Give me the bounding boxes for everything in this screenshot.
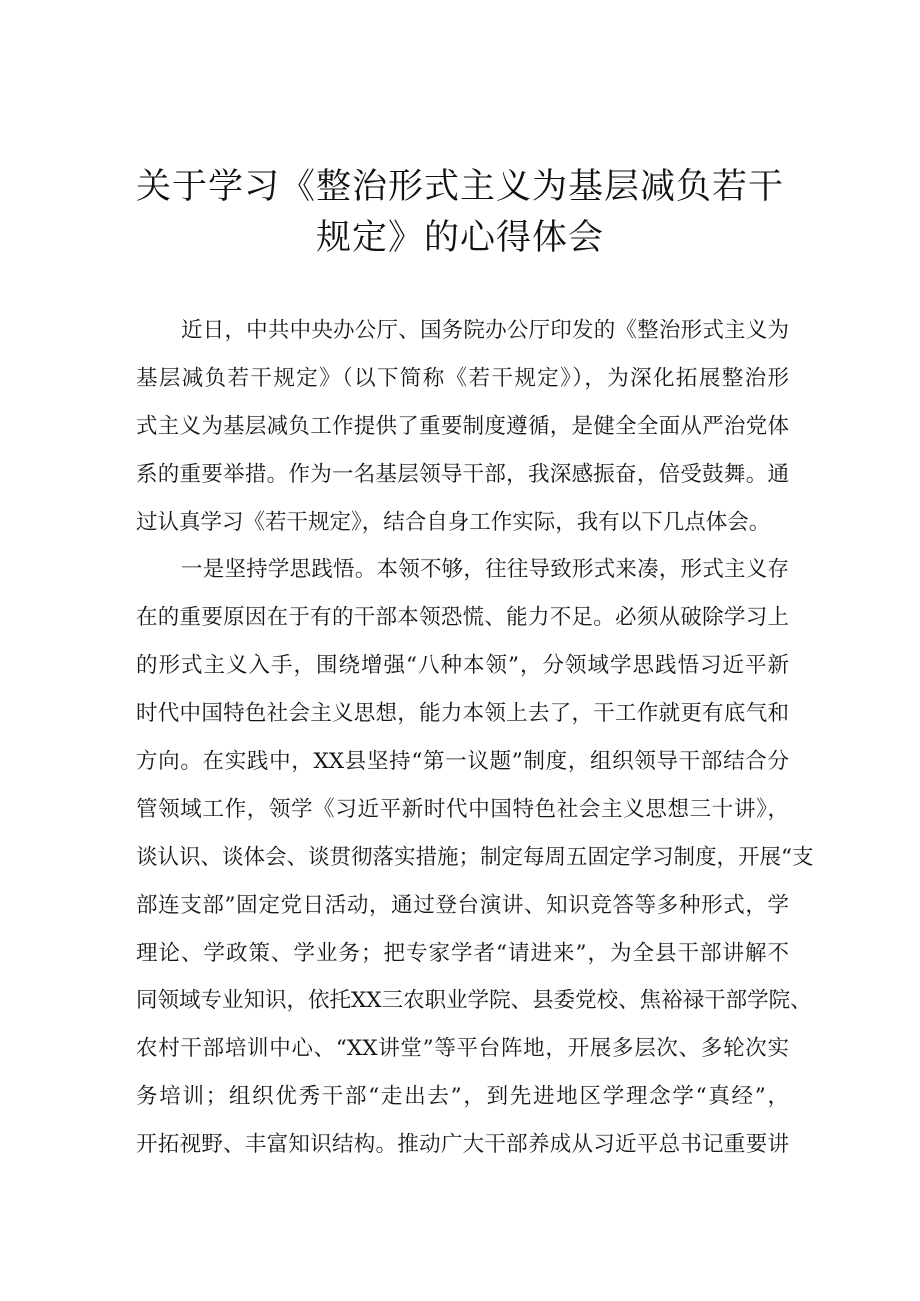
text-line: 务培训；组织优秀干部“走出去”，到先进地区学理念学“真经”， bbox=[136, 1084, 789, 1110]
document-title bbox=[0, 162, 920, 264]
text-line: 谈认识、谈体会、谈贯彻落实措施；制定每周五固定学习制度，开展“支 bbox=[136, 844, 814, 870]
text-line: 管领域工作，领学《习近平新时代中国特色社会主义思想三十讲》， bbox=[136, 796, 789, 822]
title-line: 关于学习《整治形式主义为基层减负若干 bbox=[135, 167, 784, 207]
paragraph-point-one bbox=[136, 546, 814, 1169]
text-line: 一是坚持学思践悟。本领不够，往往导致形式来凑，形式主义存 bbox=[181, 557, 789, 583]
text-line: 过认真学习《若干规定》，结合自身工作实际，我有以下几点体会。 bbox=[136, 509, 771, 535]
text-line: 式主义为基层减负工作提供了重要制度遵循，是健全全面从严治党体 bbox=[136, 413, 789, 439]
text-line: 同领域专业知识，依托XX三农职业学院、县委党校、焦裕禄干部学院、 bbox=[136, 988, 812, 1014]
text-line: 基层减负若干规定》（以下简称《若干规定》），为深化拓展整治形 bbox=[136, 365, 789, 391]
text-line: 系的重要举措。作为一名基层领导干部，我深感振奋，倍受鼓舞。通 bbox=[136, 461, 789, 487]
title-line: 规定》的心得体会 bbox=[315, 218, 604, 258]
text-line: 理论、学政策、学业务；把专家学者“请进来”，为全县干部讲解不 bbox=[136, 940, 789, 966]
text-line: 开拓视野、丰富知识结构。推动广大干部养成从习近平总书记重要讲 bbox=[136, 1132, 789, 1158]
text-line: 在的重要原因在于有的干部本领恐慌、能力不足。必须从破除学习上 bbox=[136, 605, 789, 631]
text-line: 部连支部”固定党日活动，通过登台演讲、知识竞答等多种形式，学 bbox=[136, 892, 789, 918]
text-line: 农村干部培训中心、“XX讲堂”等平台阵地，开展多层次、多轮次实 bbox=[136, 1036, 789, 1062]
text-line: 的形式主义入手，围绕增强“八种本领”，分领域学思践悟习近平新 bbox=[136, 653, 789, 679]
document-body bbox=[136, 307, 814, 1169]
text-line: 近日，中共中央办公厅、国务院办公厅印发的《整治形式主义为 bbox=[181, 318, 789, 343]
text-line: 时代中国特色社会主义思想，能力本领上去了，干工作就更有底气和 bbox=[136, 701, 789, 727]
text-line: 方向。在实践中，XX县坚持“第一议题”制度，组织领导干部结合分 bbox=[136, 749, 789, 775]
paragraph-intro bbox=[136, 307, 789, 546]
